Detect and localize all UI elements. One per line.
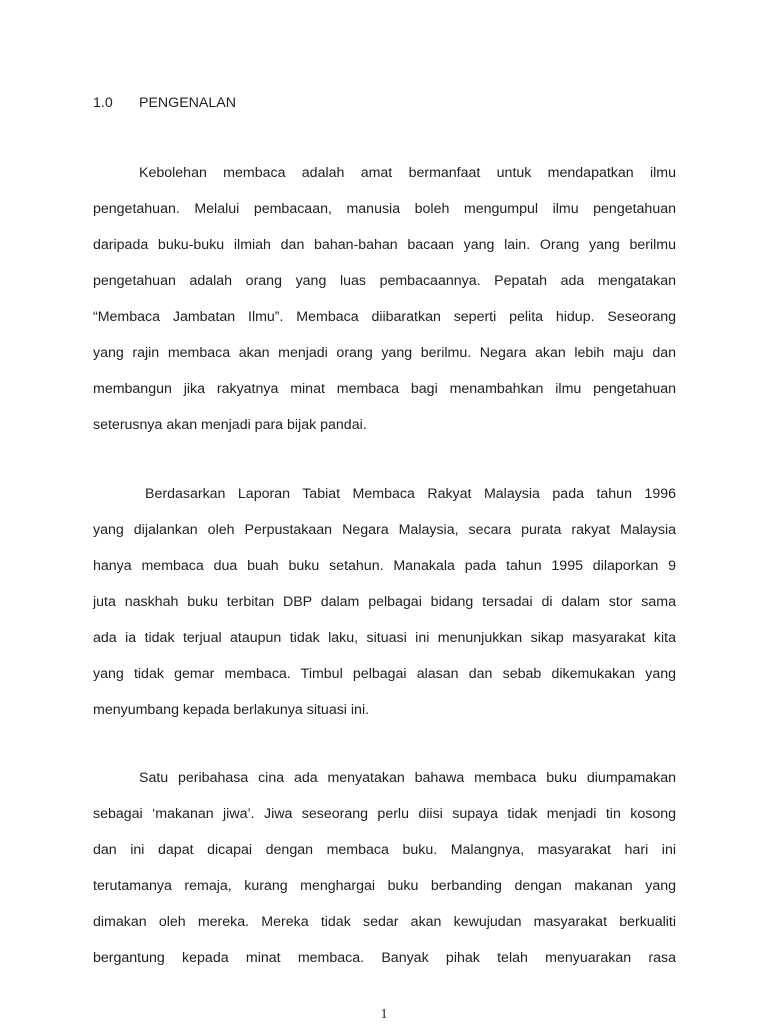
section-title: PENGENALAN bbox=[139, 95, 236, 111]
paragraph-line: seterusnya akan menjadi para bijak pandai. bbox=[93, 417, 367, 433]
section-number: 1.0 bbox=[93, 95, 113, 111]
paragraph-line: dan ini dapat dicapai dengan membaca buku. Malangnya, masyarakat hari ini bbox=[93, 842, 676, 858]
paragraph-line: yang rajin membaca akan menjadi orang yang berilmu. Negara akan lebih maju dan bbox=[93, 345, 676, 361]
paragraph-line: yang dijalankan oleh Perpustakaan Negara Malaysia, secara purata rakyat Malaysia bbox=[93, 522, 676, 538]
paragraph-line: dimakan oleh mereka. Mereka tidak sedar akan kewujudan masyarakat berkualiti bbox=[93, 914, 676, 930]
paragraph-2 bbox=[93, 484, 676, 736]
paragraph-line: hanya membaca dua buah buku setahun. Manakala pada tahun 1995 dilaporkan 9 bbox=[93, 558, 676, 574]
paragraph-line: menyumbang kepada berlakunya situasi ini. bbox=[93, 702, 370, 718]
paragraph-line: ada ia tidak terjual ataupun tidak laku, situasi ini menunjukkan sikap masyarakat kita bbox=[93, 630, 676, 646]
paragraph-3 bbox=[93, 768, 676, 984]
section-heading bbox=[93, 93, 236, 113]
paragraph-1 bbox=[93, 163, 676, 451]
page-number: 1 bbox=[380, 1007, 388, 1022]
paragraph-line: membangun jika rakyatnya minat membaca bagi menambahkan ilmu pengetahuan bbox=[93, 381, 676, 397]
paragraph-line: bergantung kepada minat membaca. Banyak pihak telah menyuarakan rasa bbox=[93, 950, 676, 966]
paragraph-line: sebagai ‘makanan jiwa’. Jiwa seseorang perlu diisi supaya tidak menjadi tin kosong bbox=[93, 806, 676, 822]
paragraph-line: pengetahuan adalah orang yang luas pembacaannya. Pepatah ada mengatakan bbox=[93, 273, 676, 289]
paragraph-line: daripada buku-buku ilmiah dan bahan-bahan bacaan yang lain. Orang yang berilmu bbox=[93, 237, 676, 253]
paragraph-line: pengetahuan. Melalui pembacaan, manusia boleh mengumpul ilmu pengetahuan bbox=[93, 201, 676, 217]
paragraph-line: juta naskhah buku terbitan DBP dalam pelbagai bidang tersadai di dalam stor sama bbox=[93, 594, 676, 610]
paragraph-line: Berdasarkan Laporan Tabiat Membaca Rakyat Malaysia pada tahun 1996 bbox=[145, 486, 676, 502]
paragraph-line: terutamanya remaja, kurang menghargai buku berbanding dengan makanan yang bbox=[93, 878, 676, 894]
paragraph-line: yang tidak gemar membaca. Timbul pelbagai alasan dan sebab dikemukakan yang bbox=[93, 666, 676, 682]
paragraph-line: Kebolehan membaca adalah amat bermanfaat untuk mendapatkan ilmu bbox=[139, 165, 676, 181]
paragraph-line: Satu peribahasa cina ada menyatakan bahawa membaca buku diumpamakan bbox=[139, 770, 676, 786]
paragraph-line: “Membaca Jambatan Ilmu”. Membaca diibaratkan seperti pelita hidup. Seseorang bbox=[93, 309, 676, 325]
